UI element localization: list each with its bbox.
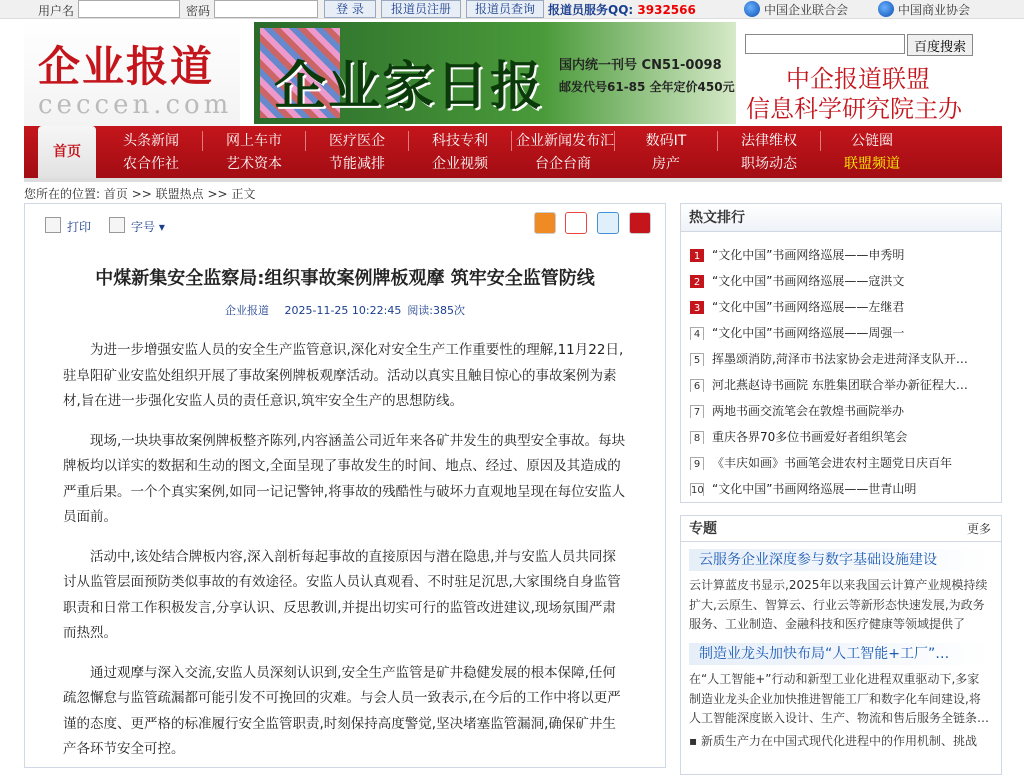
font-size-button[interactable]: 字号 ▾ bbox=[109, 218, 165, 235]
site-header bbox=[24, 20, 1002, 126]
nav-item-alliance[interactable]: 联盟频道 bbox=[844, 156, 900, 172]
breadcrumb-prefix: 您所在的位置: bbox=[24, 187, 101, 201]
printer-icon bbox=[45, 217, 61, 233]
hot-item[interactable]: 2 “文化中国”书画网络巡展——寇洪文 bbox=[690, 272, 990, 288]
nav-item[interactable]: 企业新闻发布汇 bbox=[516, 133, 614, 149]
login-button[interactable]: 登 录 bbox=[324, 0, 376, 18]
topic-panel bbox=[680, 515, 1002, 775]
nav-item[interactable]: 职场动态 bbox=[741, 156, 797, 172]
topic-header bbox=[681, 516, 1001, 542]
qq-service[interactable]: 报道员服务QQ: 3932566 bbox=[548, 3, 696, 17]
nav-item[interactable]: 科技专利 bbox=[432, 133, 488, 149]
print-button[interactable]: 打印 bbox=[45, 218, 91, 235]
banner-issue: 国内统一刊号 CN51-0098 bbox=[559, 58, 722, 73]
nav-divider bbox=[408, 131, 409, 151]
nav-item[interactable]: 网上车市 bbox=[226, 133, 282, 149]
password-input[interactable] bbox=[214, 0, 318, 18]
password-label: 密码 bbox=[186, 4, 211, 18]
article-views: 阅读:385次 bbox=[407, 304, 466, 317]
share-buttons bbox=[528, 212, 651, 237]
banner-title: 企业家日报 bbox=[274, 56, 545, 117]
search-input[interactable] bbox=[745, 34, 905, 54]
article-source[interactable]: 企业报道 bbox=[224, 304, 269, 317]
hot-title: 热文排行 bbox=[681, 204, 1001, 232]
article-title: 中煤新集安全监察局:组织事故案例牌板观摩 筑牢安全监管防线 bbox=[95, 268, 595, 289]
nav-underline bbox=[24, 178, 1002, 182]
nav-divider bbox=[511, 131, 512, 151]
username-label: 用户名 bbox=[38, 4, 75, 18]
breadcrumb-sep: >> bbox=[131, 187, 152, 201]
article-paragraph: 现场,一块块事故案例牌板整齐陈列,内容涵盖公司近年来各矿井发生的典型安全事故。每块牌板均以详实的数据和生动的图文,全面呈现了事故发生的时间、地点、经过、原因及其造成的严重后果。一个个真实案例,如同一记记警钟,将事故的残酷性与破坏力直观地呈现在每位安监人员面前。 bbox=[63, 432, 626, 525]
register-button[interactable]: 报道员注册 bbox=[381, 0, 461, 18]
newspaper-banner[interactable] bbox=[254, 22, 736, 124]
breadcrumb-section[interactable]: 联盟热点 bbox=[155, 187, 204, 201]
article-paragraph: 为进一步增强安监人员的安全生产监管意识,深化对安全生产工作重要性的理解,11月22日,驻阜阳矿业安监处组织开展了事故案例牌板观摩活动。活动以真实且触目惊心的事故案例为素材,旨在进一步强化安监人员的责任意识,筑牢安全生产的思想防线。 bbox=[63, 342, 624, 409]
weibo-icon[interactable] bbox=[565, 212, 587, 234]
logo-text: 企业报道 bbox=[38, 42, 215, 91]
nav-item[interactable]: 法律维权 bbox=[741, 133, 797, 149]
search-button[interactable]: 百度搜索 bbox=[907, 34, 973, 56]
tencent-icon[interactable] bbox=[597, 212, 619, 234]
hot-item[interactable]: 8 重庆各界70多位书画爱好者组织笔会 bbox=[690, 428, 990, 444]
nav-item[interactable]: 农合作社 bbox=[123, 156, 179, 172]
nav-divider bbox=[820, 131, 821, 151]
globe-icon bbox=[878, 1, 894, 17]
nav-divider bbox=[717, 131, 718, 151]
rss-icon[interactable] bbox=[534, 212, 556, 234]
hot-item[interactable]: 3 “文化中国”书画网络巡展——左继君 bbox=[690, 298, 990, 314]
hot-ranking bbox=[680, 203, 1002, 503]
nav-item[interactable]: 台企台商 bbox=[535, 156, 591, 172]
link-commerce[interactable]: 中国商业协会 bbox=[878, 1, 970, 18]
nav-home[interactable]: 首页 bbox=[38, 126, 96, 178]
nav-item[interactable]: 头条新闻 bbox=[123, 133, 179, 149]
main-nav bbox=[24, 126, 1002, 178]
username-input[interactable] bbox=[78, 0, 180, 18]
font-icon bbox=[109, 217, 125, 233]
breadcrumb-sep: >> bbox=[207, 187, 228, 201]
query-button[interactable]: 报道员查询 bbox=[466, 0, 544, 18]
article-datetime: 2025-11-25 10:22:45 bbox=[284, 304, 402, 317]
article-paragraph: 通过观摩与深入交流,安监人员深刻认识到,安全生产监管是矿井稳健发展的根本保障,任何疏忽懈怠与监管疏漏都可能引发不可挽回的灾难。与会人员一致表示,在今后的工作中将以更严谨的态度、更严格的标准履行安全监管职责,时刻保持高度警觉,坚决堵塞监管漏洞,确保矿井生产各环节安全可控。 bbox=[63, 664, 621, 757]
breadcrumb bbox=[24, 185, 255, 202]
article-panel bbox=[24, 203, 666, 768]
link-cec[interactable]: 中国企业联合会 bbox=[744, 1, 848, 18]
slogan-host: 信息科学研究院主办 bbox=[746, 95, 962, 123]
topic-more-link[interactable]: 更多 bbox=[966, 522, 991, 536]
hot-item[interactable]: 9 《丰庆如画》书画笔会进农村主题党日庆百年 bbox=[690, 454, 990, 470]
nav-item[interactable]: 数码IT bbox=[645, 133, 687, 149]
article-body bbox=[63, 338, 629, 777]
banner-postal: 邮发代号61-85 全年定价450元 bbox=[559, 80, 735, 94]
topic-title: 专题 bbox=[689, 521, 717, 537]
hot-item[interactable]: 6 河北燕赵诗书画院 东胜集团联合举办新征程大… bbox=[690, 376, 990, 392]
topic-summary-2: 在“人工智能+”行动和新型工业化进程双重驱动下,多家制造业龙头企业加快推进智能工厂和数字化车间建设,将人工智能深度嵌入设计、生产、物流和售后服务全链条… bbox=[689, 672, 990, 725]
nav-item[interactable]: 医疗医企 bbox=[329, 133, 385, 149]
nav-item[interactable]: 公链圈 bbox=[851, 133, 893, 149]
article-paragraph: 活动中,该处结合牌板内容,深入剖析每起事故的直接原因与潜在隐患,并与安监人员共同探讨从监管层面预防类似事故的有效途径。安监人员认真观看、不时驻足沉思,大家围绕自身监管职责和日常工作积极发言,分享认识、反思教训,并提出切实可行的监管改进建议,现场氛围严肃而热烈。 bbox=[63, 548, 621, 641]
nav-divider bbox=[202, 131, 203, 151]
hot-item[interactable]: 7 两地书画交流笔会在敦煌书画院举办 bbox=[690, 402, 990, 418]
nav-item[interactable]: 艺术资本 bbox=[226, 156, 282, 172]
topic-list-item[interactable]: ▪ 新质生产力在中国式现代化进程中的作用机制、挑战 bbox=[689, 734, 977, 748]
topic-headline-2[interactable]: 制造业龙头加快布局“人工智能+工厂”… bbox=[689, 643, 991, 665]
globe-icon bbox=[744, 1, 760, 17]
topic-summary-1: 云计算蓝皮书显示,2025年以来我国云计算产业规模持续扩大,云原生、智算云、行业云等新形态快速发展,为政务服务、工业制造、金融科技和医疗健康等领域提供了 bbox=[689, 578, 988, 631]
topic-headline-1[interactable]: 云服务企业深度参与数字基础设施建设 bbox=[689, 549, 991, 571]
nav-item[interactable]: 企业视频 bbox=[432, 156, 488, 172]
nav-item[interactable]: 节能减排 bbox=[329, 156, 385, 172]
article-meta bbox=[25, 302, 665, 318]
site-logo[interactable] bbox=[24, 20, 240, 126]
share-icon[interactable] bbox=[629, 212, 651, 234]
breadcrumb-current: 正文 bbox=[231, 187, 256, 201]
hot-item[interactable]: 4 “文化中国”书画网络巡展——周强一 bbox=[690, 324, 990, 340]
nav-divider bbox=[305, 131, 306, 151]
logo-domain: ceccen.com bbox=[38, 90, 233, 120]
hot-item[interactable]: 5 挥墨颂消防,菏泽市书法家协会走进菏泽支队开… bbox=[690, 350, 990, 366]
nav-divider bbox=[614, 131, 615, 151]
slogan-alliance: 中企报道联盟 bbox=[786, 65, 930, 93]
breadcrumb-home[interactable]: 首页 bbox=[103, 187, 128, 201]
nav-item[interactable]: 房产 bbox=[652, 156, 680, 172]
top-login-bar bbox=[0, 0, 1024, 19]
hot-item[interactable]: 10 “文化中国”书画网络巡展——世青山明 bbox=[691, 482, 917, 496]
hot-item[interactable]: 1 “文化中国”书画网络巡展——申秀明 bbox=[690, 246, 990, 262]
